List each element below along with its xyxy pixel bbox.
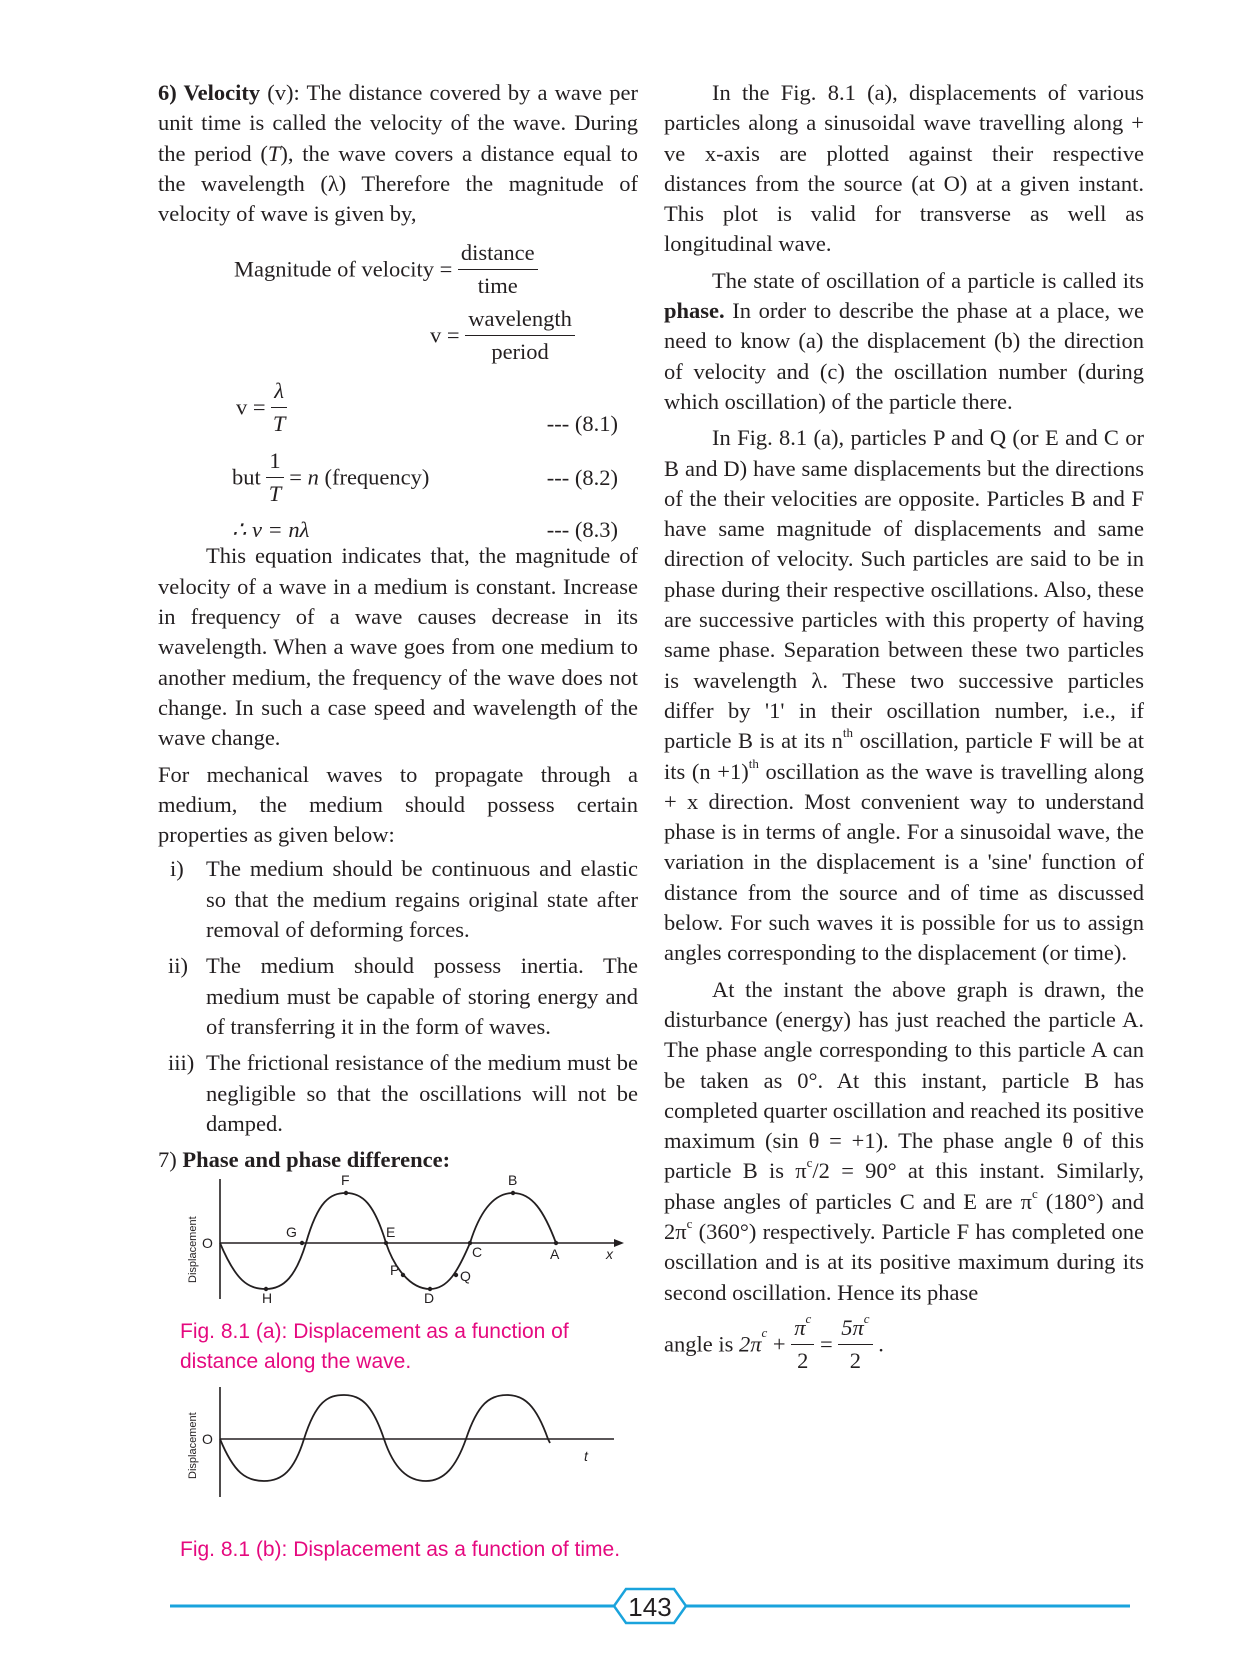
equation-number: --- (8.2): [546, 465, 618, 491]
fig-a-xaxis-label: x: [606, 1246, 613, 1263]
point-F: F: [341, 1172, 350, 1189]
point-B: B: [508, 1172, 518, 1189]
fig-b-origin: O: [202, 1431, 213, 1448]
fig-a-origin: O: [202, 1235, 213, 1252]
properties-list: [158, 854, 638, 1139]
paragraph-in-phase: In Fig. 8.1 (a), particles P and Q (or E and C or B and D) have same displacements but the directions of the their velocities are opposite. Particles B and F have same magnitude of displacements and same direction of velocity. Such particles are said to be in phase during their respective oscillations. Also, these are successive particles with this property of having same phase. Separation between these two particles is wavelength λ. These two successive particles differ by '1' in their oscillation number, i.e., if particle B is at its $n^{th}$ oscillation, particle F will be at its $(n +1)^{th}$ oscillation as the wave is travelling along + x direction. Most convenient way to understand phase is in terms of angle. For a sinusoidal wave, the variation in the displacement is a 'sine' function of distance from the source and of time as discussed below. For such waves it is possible for us to assign angles corresponding to the displacement (or time).: [664, 425, 1144, 966]
point-C: C: [472, 1244, 483, 1261]
figure-8-1b: [158, 1383, 628, 1501]
equation-magnitude: Magnitude of velocity = $\frac{\text{distance}}{\text{time}}$: [234, 237, 638, 303]
page-number: 143: [628, 1592, 672, 1622]
x-axis-arrow: [614, 1239, 624, 1247]
caption-fig-8-1b: Fig. 8.1 (b): Displacement as a function of time.: [180, 1538, 621, 1562]
paragraph-mechanical-waves: For mechanical waves to propagate through a medium, the medium should possess certain properties as given below:: [158, 761, 638, 848]
list-item: iii) The frictional resistance of the medium must be negligible so that the oscillations will not be damped.: [168, 1050, 638, 1136]
point-H: H: [262, 1290, 273, 1304]
phase-heading: 7) Phase and phase difference:: [158, 1147, 451, 1173]
fig-b-ylabel: Displacement: [187, 1412, 199, 1480]
fig-a-ylabel: Displacement: [187, 1216, 199, 1284]
equation-wavelength-period: v = $\frac{\text{wavelength}}{\text{period}}$: [430, 303, 638, 375]
list-item: ii) The medium should possess inertia. The medium must be capable of storing energy and of transferring it in the form of waves.: [168, 953, 638, 1039]
left-column: [158, 78, 638, 1565]
equation-8-1: v = $\frac{\lambda}{T}$ --- (8.1): [236, 375, 638, 441]
equation-number: --- (8.3): [546, 517, 618, 543]
point-G: G: [286, 1224, 297, 1241]
list-item: i) The medium should be continuous and elastic so that the medium regains original state after removal of deforming forces.: [170, 856, 638, 943]
point-A: A: [550, 1246, 560, 1263]
figure-8-1a: [158, 1171, 628, 1303]
fraction-distance-time: $\frac{\text{distance}}{\text{time}}$: [458, 237, 538, 302]
paragraph-phase-definition: The state of oscillation of a particle is called its phase. In order to describe the phase at a place, we need to know (a) the displacement (b) the direction of velocity and (c) the oscillation number (during which oscillation) of the particle there.: [664, 267, 1144, 414]
point-D: D: [424, 1290, 435, 1304]
point-P: P: [390, 1262, 400, 1279]
equation-8-3: ∴ v = nλ --- (8.3): [232, 515, 638, 541]
velocity-paragraph: 6) Velocity (v): The distance covered by a wave per unit time is called the velocity of the wave. During the period (T), the wave covers a distance equal to the wavelength (λ) Therefore the magnitude of velocity of wave is given by,: [158, 80, 638, 227]
caption-fig-8-1a: Fig. 8.1 (a): Displacement as a function of distance along the wave.: [180, 1320, 569, 1374]
fig-b-xaxis-label: t: [584, 1448, 588, 1465]
equation-8-2: but $\frac{1}{T}$ = n (frequency) --- (8.2): [232, 445, 638, 515]
velocity-heading: 6) Velocity: [158, 80, 261, 105]
equation-number: --- (8.1): [546, 411, 618, 437]
page-footer: [0, 1586, 1241, 1626]
wave-curve: [220, 1395, 550, 1481]
paragraph-phase-angles: At the instant the above graph is drawn, the disturbance (energy) has just reached the particle A. The phase angle corresponding to this particle A can be taken as 0°. At this instant, particle B has completed quarter oscillation and reached its positive maximum (sin θ = +1). The phase angle θ of this particle B is $\pi^c/2 = 90^\circ$ at this instant. Similarly, phase angles of particles C and E are $\pi^c$ (180°) and $2\pi^c$ (360°) respectively. Particle F has completed one oscillation and is at its positive maximum during its second oscillation. Hence its phase: [664, 976, 1144, 1305]
right-column: [664, 78, 1144, 1382]
point-Q: Q: [460, 1268, 471, 1285]
equation-phase-angle-F: angle is $2\pi^c$ + $\frac{\pi^c}{2}$ = $\frac{5\pi^c}{2}$ .: [664, 1310, 884, 1373]
paragraph-fig-description: In the Fig. 8.1 (a), displacements of various particles along a sinusoidal wave travelling along + ve x-axis are plotted against their respective distances from the source (at O) at a given instant. This plot is valid for transverse as well as longitudinal wave.: [664, 80, 1144, 257]
paragraph-constant-velocity: This equation indicates that, the magnitude of velocity of a wave in a medium is constant. Increase in frequency of a wave causes decrease in its wavelength. When a wave goes from one medium to another medium, the frequency of the wave does not change. In such a case speed and wavelength of the wave change.: [158, 543, 638, 751]
wave-curve: [220, 1193, 556, 1289]
fraction-wavelength-period: $\frac{\text{wavelength}}{\text{period}}$: [465, 303, 575, 368]
point-E: E: [386, 1224, 396, 1241]
